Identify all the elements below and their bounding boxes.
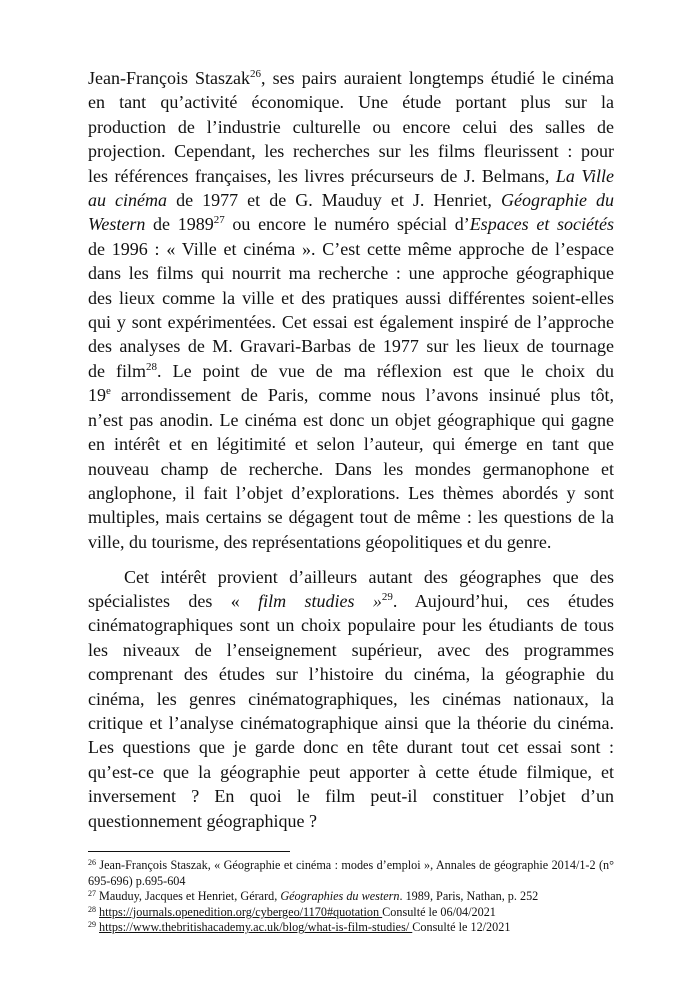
italic-text: Géographie du bbox=[500, 190, 615, 211]
footnote bbox=[88, 920, 614, 936]
italic-text: film studies » bbox=[239, 591, 382, 612]
footnote-reference[interactable]: e bbox=[106, 385, 111, 398]
footnote-reference[interactable]: 26 bbox=[250, 68, 262, 80]
text-line bbox=[88, 711, 614, 735]
text-segment: nouveau champ de recherche. Dans les mondes germanophone et bbox=[88, 458, 614, 479]
text-segment: n’est pas anodin. Le cinéma est donc un objet géographique qui gagne bbox=[88, 409, 614, 430]
text-segment: de film bbox=[88, 360, 147, 381]
footnote-number: 29 bbox=[88, 920, 96, 930]
footnote-reference[interactable]: 28 bbox=[146, 360, 158, 373]
text-line bbox=[88, 589, 614, 613]
text-line bbox=[88, 457, 614, 481]
text-segment: qu’est-ce que la géographie peut apporter à cette étude filmique, et bbox=[88, 761, 614, 782]
text-line bbox=[88, 164, 614, 188]
footnote bbox=[88, 858, 614, 889]
text-segment: inversement ? En quoi le film peut-il constituer l’objet d’un bbox=[88, 786, 614, 807]
text-line bbox=[88, 687, 614, 711]
text-line bbox=[88, 310, 614, 334]
text-line bbox=[88, 286, 614, 310]
text-segment: en tant qu’activité économique. Une étude portant plus sur la bbox=[88, 92, 614, 113]
text-segment: qui y sont expérimentées. Cet essai est également inspiré de l’approche bbox=[88, 312, 614, 333]
text-segment: spécialistes des « bbox=[88, 591, 240, 612]
text-segment: ou encore le numéro spécial d’ bbox=[224, 214, 470, 235]
footnote-reference[interactable]: 29 bbox=[381, 591, 393, 604]
text-segment: des lieux comme la ville et des pratiques aussi différentes soient-elles bbox=[88, 287, 614, 308]
footnote-number: 28 bbox=[88, 904, 96, 914]
text-segment: , ses pairs auraient longtemps étudié le cinéma bbox=[261, 68, 615, 88]
text-line bbox=[88, 212, 614, 236]
footnote-number: 27 bbox=[88, 889, 96, 899]
paragraph bbox=[88, 66, 614, 554]
text-line bbox=[88, 383, 614, 407]
text-line bbox=[88, 735, 614, 759]
text-segment: ville, du tourisme, des représentations géopolitiques et du genre. bbox=[88, 531, 552, 552]
text-segment: production de l’industrie culturelle ou encore celui des salles de bbox=[88, 116, 614, 137]
text-segment: questionnement géographique ? bbox=[88, 810, 317, 831]
text-line bbox=[88, 139, 614, 163]
text-line bbox=[88, 359, 614, 383]
text-segment: les niveaux de l’enseignement supérieur, avec des programmes bbox=[88, 639, 614, 660]
text-segment: anglophone, il fait l’objet d’explorations. Les thèmes abordés y sont bbox=[88, 482, 614, 503]
text-line bbox=[88, 90, 614, 114]
italic-text: Espaces et sociétés bbox=[469, 214, 614, 235]
text-segment: arrondissement de Paris, comme nous l’avons insinué plus tôt, bbox=[110, 385, 614, 406]
footnote-text: Mauduy, Jacques et Henriet, Gérard, bbox=[96, 889, 281, 904]
footnote-number: 26 bbox=[88, 858, 96, 867]
italic-text: La Ville bbox=[555, 165, 614, 186]
text-line bbox=[88, 237, 614, 261]
footnote-text: Géographies du western bbox=[280, 889, 400, 904]
text-line bbox=[88, 261, 614, 285]
text-segment: de 1996 : « Ville et cinéma ». C’est cette même approche de l’espace bbox=[88, 238, 614, 259]
footnote-text: Jean-François Staszak, « Géographie et cinéma : modes d’emploi », Annales de géographie 2014/1-2 (n° 695-696) p.695-604 bbox=[88, 858, 614, 888]
text-line bbox=[88, 408, 614, 432]
footnote bbox=[88, 905, 614, 921]
text-line bbox=[88, 662, 614, 686]
text-line bbox=[88, 530, 614, 554]
footnote-link[interactable]: https://journals.openedition.org/cybergeo/1170#quotation bbox=[99, 904, 383, 919]
footnote-text: . 1989, Paris, Nathan, p. 252 bbox=[399, 889, 539, 904]
text-line bbox=[88, 565, 614, 589]
text-line bbox=[88, 334, 614, 358]
text-line bbox=[88, 784, 614, 808]
text-segment: cinéma, les genres cinématographiques, les cinémas nationaux, la bbox=[88, 688, 614, 709]
text-segment: multiples, mais certains se dégagent tout de même : les questions de la bbox=[88, 507, 614, 528]
text-segment: comprenant des études sur l’histoire du cinéma, la géographie du bbox=[88, 664, 614, 685]
footnote-separator bbox=[88, 851, 290, 852]
italic-text: Western bbox=[88, 214, 146, 235]
text-segment: . Aujourd’hui, ces études bbox=[392, 591, 614, 612]
text-line bbox=[88, 66, 614, 90]
text-line bbox=[88, 760, 614, 784]
text-line bbox=[88, 188, 614, 212]
text-segment: projection. Cependant, les recherches sur les films fleurissent : pour bbox=[88, 141, 614, 162]
text-segment: dans les films qui nourrit ma recherche : une approche géographique bbox=[88, 263, 614, 284]
footnote-text: Consulté le 12/2021 bbox=[412, 920, 511, 935]
footnote-text: Consulté le 06/04/2021 bbox=[382, 904, 496, 919]
text-line bbox=[88, 481, 614, 505]
text-segment: 19 bbox=[88, 385, 106, 406]
text-segment: des analyses de M. Gravari-Barbas de 1977 sur les lieux de tournage bbox=[88, 336, 614, 357]
footnote bbox=[88, 889, 614, 905]
text-segment: en intérêt et en légitimité et selon l’auteur, qui émerge en tant que bbox=[88, 434, 614, 455]
text-segment: de 1977 et de G. Mauduy et J. Henriet, bbox=[167, 190, 501, 211]
text-line bbox=[88, 613, 614, 637]
body-text bbox=[88, 66, 614, 833]
italic-text: au cinéma bbox=[88, 190, 168, 211]
text-segment: cinématographiques sont un choix populaire pour les étudiants de tous bbox=[88, 615, 614, 636]
text-line bbox=[88, 638, 614, 662]
text-line bbox=[88, 505, 614, 529]
paragraph bbox=[88, 565, 614, 833]
text-segment: critique et l’analyse cinématographique ainsi que la théorie du cinéma. bbox=[88, 713, 614, 734]
text-line bbox=[88, 809, 614, 833]
text-line bbox=[88, 115, 614, 139]
text-segment: Les questions que je garde donc en tête durant tout cet essai sont : bbox=[88, 737, 614, 758]
text-segment: Jean-François Staszak bbox=[88, 68, 251, 88]
text-segment: de 1989 bbox=[145, 214, 214, 235]
text-segment: . Le point de vue de ma réflexion est que le choix du bbox=[157, 360, 614, 381]
footnote-link[interactable]: https://www.thebritishacademy.ac.uk/blog/what-is-film-studies/ bbox=[99, 920, 413, 935]
text-segment: Cet intérêt provient d’ailleurs autant des géographes que des bbox=[124, 566, 614, 587]
text-line bbox=[88, 432, 614, 456]
footnotes bbox=[88, 858, 614, 936]
text-segment: les références françaises, les livres précurseurs de J. Belmans, bbox=[88, 165, 556, 186]
footnote-reference[interactable]: 27 bbox=[213, 214, 225, 227]
